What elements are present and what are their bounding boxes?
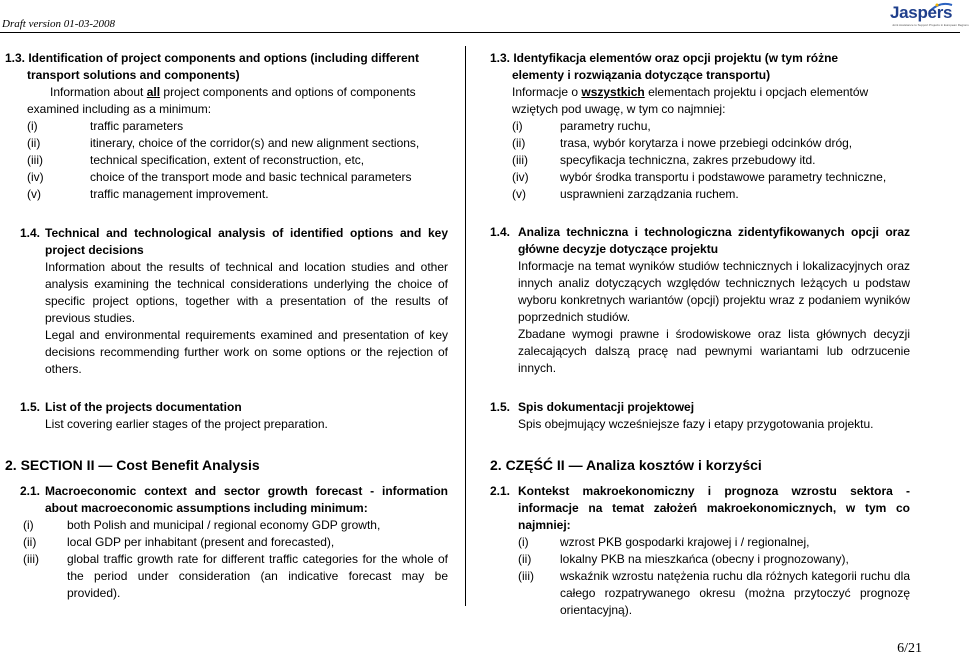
list-item-number: (ii) — [512, 136, 526, 150]
section-number: 1.5. — [20, 400, 41, 414]
list — [5, 118, 448, 203]
section-title: 1.3. Identyfikacja elementów oraz opcji projektu (w tym różne — [490, 51, 839, 65]
list-item — [5, 152, 448, 169]
list-item-number: (iv) — [512, 170, 529, 184]
list-item-number: (i) — [512, 119, 523, 133]
section-2-heading-pl: 2. CZĘŚĆ II — Analiza kosztów i korzyści — [490, 457, 762, 473]
list-item-text: usprawnieni zarządzania ruchem. — [560, 187, 739, 201]
list-item-number: (v) — [27, 187, 41, 201]
list — [490, 118, 910, 203]
section-number: 1.4. — [20, 226, 41, 240]
list-item-text: traffic management improvement. — [90, 187, 269, 201]
list-item-text: technical specification, extent of reconstruction, etc, — [90, 153, 365, 167]
intro-text: Informacje o wszystkich elementach projektu i opcjach elementów — [512, 85, 869, 99]
list-item-text: choice of the transport mode and basic technical parameters — [90, 170, 412, 184]
list-item — [490, 169, 910, 186]
section-2-1-pl — [490, 483, 910, 619]
list-item-text: traffic parameters — [90, 119, 184, 133]
section-title: Technical and technological analysis of identified options and key project decisions — [45, 226, 448, 257]
draft-version-label: Draft version 01-03-2008 — [2, 18, 116, 30]
list-item — [5, 517, 448, 534]
section-1-5-en — [5, 399, 448, 433]
list-item-number: (iv) — [27, 170, 44, 184]
section-1-5-pl — [490, 399, 910, 433]
section-title: List of the projects documentation — [45, 400, 242, 414]
list-item-text: wskaźnik wzrostu natężenia ruchu dla różnych kategorii ruchu dla całego rozpatrywanego okresu (można przytoczyć prognozę orientacyjną). — [560, 569, 910, 617]
list-item — [5, 135, 448, 152]
section-number: 1.4. — [490, 225, 511, 239]
section-title: Macroeconomic context and sector growth forecast - information about macroeconomic assumptions including minimum: — [45, 484, 448, 515]
section-1-3-en — [5, 50, 448, 203]
section-title: 1.3. Identification of project components and options (including different — [5, 51, 420, 65]
list-item-text: wybór środka transportu i podstawowe parametry techniczne, — [560, 170, 887, 184]
logo-subtitle: Joint Assistance to Support Projects in European Regions — [892, 23, 969, 27]
list-item-text: global traffic growth rate for different traffic categories for the whole of the period under consideration (an indicative forecast may be provided). — [67, 552, 448, 600]
list-item-text: itinerary, choice of the corridor(s) and new alignment sections, — [90, 136, 420, 150]
list-item-text: parametry ruchu, — [560, 119, 651, 133]
list-item — [490, 551, 910, 568]
list-item-number: (iii) — [512, 153, 528, 167]
list-item — [490, 135, 910, 152]
header-rule — [0, 32, 960, 33]
list — [5, 517, 448, 602]
section-1-4-en — [5, 225, 448, 378]
paragraph: Spis obejmujący wcześniejsze fazy i etapy przygotowania projektu. — [518, 417, 874, 431]
section-1-4-pl — [490, 224, 910, 377]
list-item — [490, 534, 910, 551]
section-title-cont: elementy i rozwiązania dotyczące transportu) — [512, 68, 771, 82]
section-2-heading-en: 2. SECTION II — Cost Benefit Analysis — [5, 457, 260, 473]
list-item-number: (iii) — [518, 569, 534, 583]
list-item-number: (i) — [27, 119, 38, 133]
section-number: 2.1. — [20, 484, 41, 498]
paragraph: Zbadane wymogi prawne i środowiskowe oraz lista głównych decyzji zalecających dalszą pracę nad pewnymi wariantami lub odrzucenie innych. — [518, 327, 910, 375]
list-item-text: local GDP per inhabitant (present and forecasted), — [67, 535, 335, 549]
logo-text: Jaspers — [890, 3, 953, 22]
list-item — [490, 118, 910, 135]
paragraph: Legal and environmental requirements examined and presentation of key decisions recommending further work on some options or the rejection of others. — [45, 328, 448, 376]
list-item — [5, 169, 448, 186]
paragraph: Information about the results of technical and location studies and other analysis examining the technical considerations underlying the choice of specific project options, together with a presentation of the results of previous studies. — [45, 260, 448, 325]
list-item-text: specyfikacja techniczna, zakres przebudowy itd. — [560, 153, 816, 167]
list-item — [490, 568, 910, 619]
list-item — [5, 551, 448, 602]
section-title: Kontekst makroekonomiczny i prognoza wzrostu sektora - informacje na temat założeń makroekonomicznych, w tym co najmniej: — [518, 484, 910, 532]
list-item-text: both Polish and municipal / regional economy GDP growth, — [67, 518, 381, 532]
list-item — [490, 152, 910, 169]
column-divider — [465, 46, 466, 606]
paragraph: Informacje na temat wyników studiów technicznych i lokalizacyjnych oraz innych analiz dotyczących względów technicznych leżących u podstaw wyboru konkretnych wariantów (opcji) projektu wraz z podaniem wyników poprzednich studiów. — [518, 259, 910, 324]
section-1-3-pl — [490, 50, 910, 203]
list-item — [5, 186, 448, 203]
list-item-number: (i) — [518, 535, 529, 549]
list-item-number: (i) — [23, 518, 34, 532]
list-item-number: (iii) — [27, 153, 43, 167]
paragraph: List covering earlier stages of the project preparation. — [45, 417, 328, 431]
list-item-number: (ii) — [27, 136, 41, 150]
intro-text: Information about all project components and options of components — [50, 85, 416, 99]
intro-text-cont: wziętych pod uwagę, w tym co najmniej: — [512, 102, 726, 116]
section-number: 2.1. — [490, 484, 511, 498]
section-title: Spis dokumentacji projektowej — [518, 400, 695, 414]
list-item — [490, 186, 910, 203]
section-title: Analiza techniczna i technologiczna zidentyfikowanych opcji oraz główne decyzje dotyczące projektu — [518, 225, 910, 256]
list-item-number: (v) — [512, 187, 526, 201]
list-item — [5, 534, 448, 551]
list-item-text: lokalny PKB na mieszkańca (obecny i prognozowany), — [560, 552, 849, 566]
jaspers-logo — [890, 3, 969, 31]
list-item-number: (ii) — [518, 552, 532, 566]
intro-text-cont: examined including as a minimum: — [27, 102, 212, 116]
list-item-number: (ii) — [23, 535, 37, 549]
section-2-1-en — [5, 483, 448, 602]
list-item-number: (iii) — [23, 552, 39, 566]
list-item — [5, 118, 448, 135]
list-item-text: wzrost PKB gospodarki krajowej i / regionalnej, — [560, 535, 810, 549]
section-title-cont: transport solutions and components) — [27, 68, 240, 82]
section-number: 1.5. — [490, 400, 511, 414]
list — [490, 534, 910, 619]
page-number: 6/21 — [897, 641, 922, 656]
list-item-text: trasa, wybór korytarza i nowe przebiegi odcinków dróg, — [560, 136, 853, 150]
